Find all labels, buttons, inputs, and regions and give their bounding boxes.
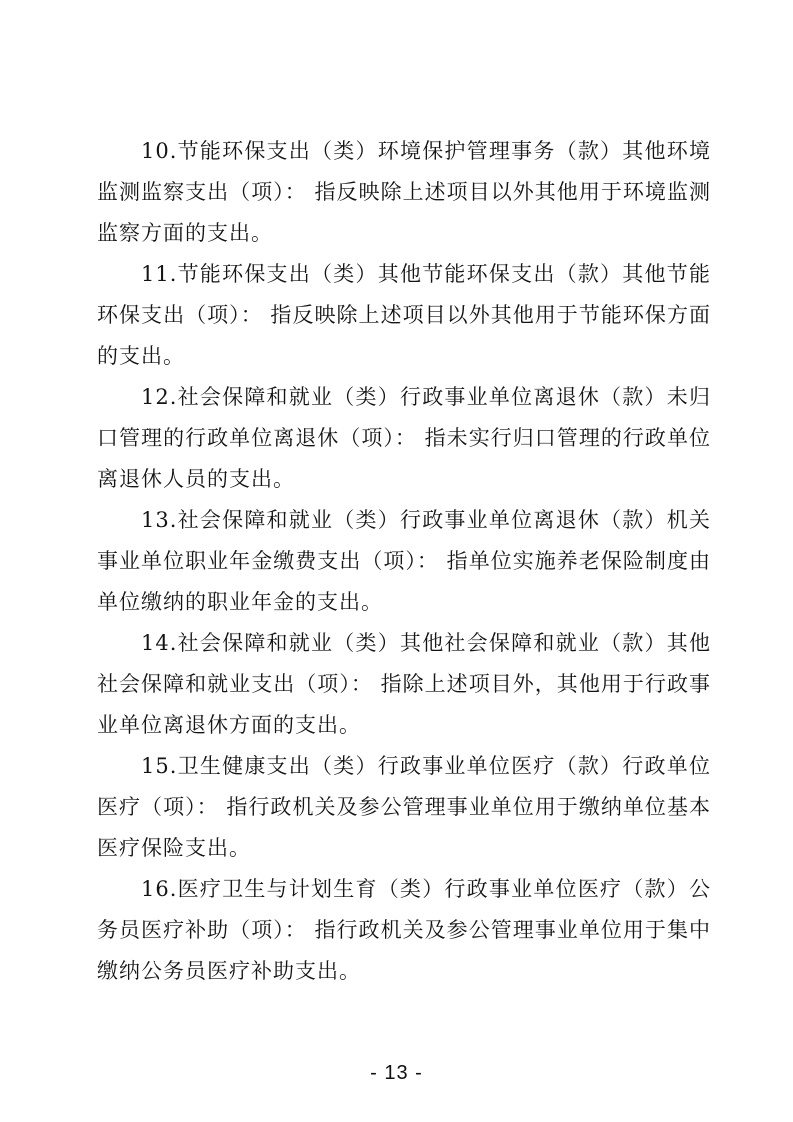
- paragraph-item-15: 15.卫生健康支出（类）行政事业单位医疗（款）行政单位医疗（项）： 指行政机关及参公管理事业单位用于缴纳单位基本医疗保险支出。: [97, 754, 711, 860]
- paragraph-item-13: 13.社会保障和就业（类）行政事业单位离退休（款）机关事业单位职业年金缴费支出（项）： 指单位实施养老保险制度由单位缴纳的职业年金的支出。: [97, 508, 711, 614]
- paragraph-item-16: 16.医疗卫生与计划生育（类）行政事业单位医疗（款）公务员医疗补助（项）： 指行政机关及参公管理事业单位用于集中缴纳公务员医疗补助支出。: [97, 877, 711, 983]
- paragraph-item-11: 11.节能环保支出（类）其他节能环保支出（款）其他节能环保支出（项）： 指反映除上述项目以外其他用于节能环保方面的支出。: [97, 262, 711, 368]
- paragraph-item-12: 12.社会保障和就业（类）行政事业单位离退休（款）未归口管理的行政单位离退休（项）： 指未实行归口管理的行政单位离退休人员的支出。: [97, 385, 711, 491]
- document-body: [97, 131, 711, 992]
- paragraph-item-10: 10.节能环保支出（类）环境保护管理事务（款）其他环境监测监察支出（项）： 指反映除上述项目以外其他用于环境监测监察方面的支出。: [97, 139, 711, 245]
- paragraph-item-14: 14.社会保障和就业（类）其他社会保障和就业（款）其他社会保障和就业支出（项）： 指除上述项目外，其他用于行政事业单位离退休方面的支出。: [97, 631, 711, 737]
- page-number: - 13 -: [370, 1062, 423, 1084]
